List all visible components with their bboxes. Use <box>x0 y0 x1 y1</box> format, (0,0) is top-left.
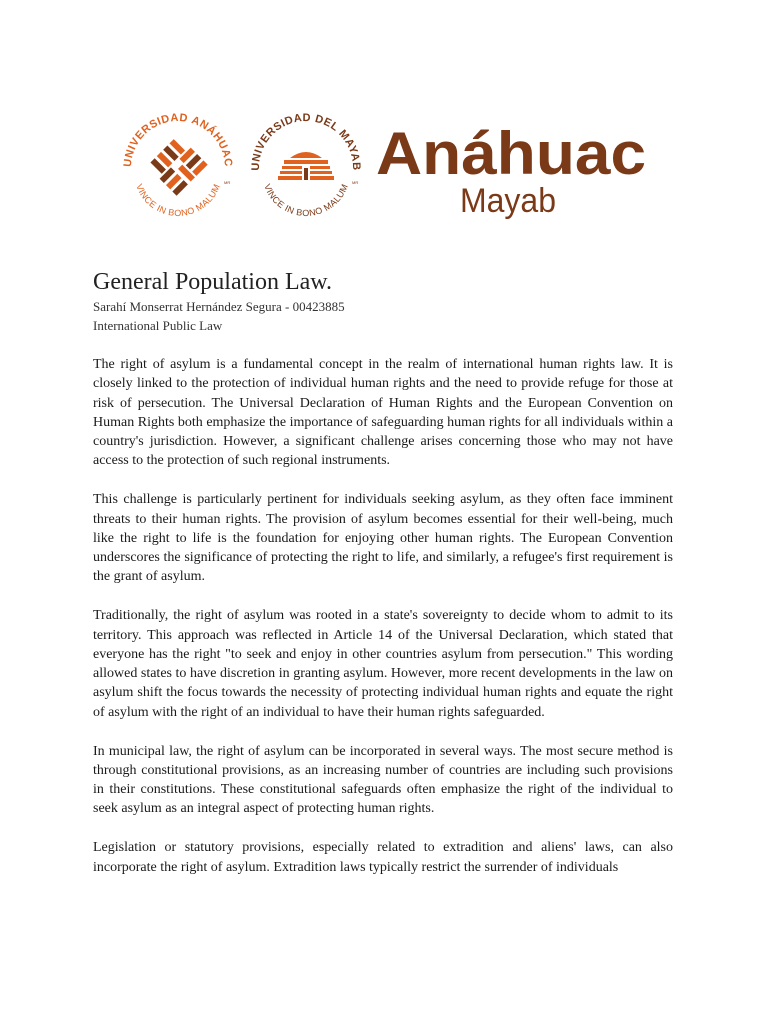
mayan-pyramid-emblem-icon <box>278 152 334 180</box>
paragraph: This challenge is particularly pertinent for individuals seeking asylum, as they often face imminent threats to their human rights. The provision of asylum becomes essential for their well-being, much like the right to life is the foundation for enjoying other human rights. The European Convention underscores the significance of protecting the right to life, and similarly, a refugee's first requirement is the grant of asylum. <box>93 492 673 585</box>
seal-1-motto: VINCE IN BONO MALUM <box>134 182 222 219</box>
logo-bar <box>118 106 658 224</box>
anahuac-mayab-wordmark <box>374 106 664 224</box>
wordmark-secondary: Mayab <box>460 182 556 220</box>
paragraph: In municipal law, the right of asylum can be incorporated in several ways. The most secure method is through constitutional provisions, as an increasing number of countries are including such provisions in their constitutions. These constitutional safeguards often emphasize the right of the individual to seek asylum as an integral aspect of protecting human rights. <box>93 743 673 817</box>
seal-2-mark: MR <box>352 180 359 185</box>
author-line: Sarahí Monserrat Hernández Segura - 00423885 <box>93 299 345 314</box>
document-body <box>93 268 673 877</box>
document-title: General Population Law. <box>93 269 333 295</box>
seal-2-motto: VINCE IN BONO MALUM <box>262 182 350 219</box>
universidad-del-mayab-seal <box>246 106 366 224</box>
seal-1-mark: MR <box>224 180 231 185</box>
course-line: International Public Law <box>93 318 223 333</box>
wordmark-primary: Anáhuac <box>376 120 646 187</box>
paragraph: Traditionally, the right of asylum was rooted in a state's sovereignty to decide whom to admit to its territory. This approach was reflected in Article 14 of the Universal Declaration, which stated that everyone has the right "to seek and enjoy in other countries asylum from persecution." This wording allowed states to have discretion in granting asylum. However, more recent developments in the law on asylum shift the focus towards the necessity of protecting individual human rights and equate the right of asylum with the right of an individual to have their human rights safeguarded. <box>93 608 673 720</box>
svg-text:UNIVERSIDAD ANÁHUAC <box>122 112 234 168</box>
paragraph: The right of asylum is a fundamental concept in the realm of international human rights law. It is closely linked to the protection of individual human rights and the need to provide refuge for those at risk of persecution. The Universal Declaration of Human Rights and the European Convention on Human Rights both emphasize the importance of safeguarding human rights for all individuals within a country's jurisdiction. However, a significant challenge arises concerning those who may not have access to the protection of such regional instruments. <box>93 357 673 469</box>
interlocked-bars-emblem-icon <box>147 135 208 196</box>
paragraph: Legislation or statutory provisions, especially related to extradition and aliens' laws, can also incorporate the right of asylum. Extradition laws typically restrict the surrender of individuals <box>93 840 673 875</box>
seal-1-ring-text: UNIVERSIDAD ANÁHUAC <box>121 111 235 168</box>
svg-text:VINCE IN BONO MALUM <box>262 182 350 218</box>
seal-2-ring-text: UNIVERSIDAD DEL MAYAB <box>249 111 363 171</box>
universidad-anahuac-seal <box>118 106 238 224</box>
